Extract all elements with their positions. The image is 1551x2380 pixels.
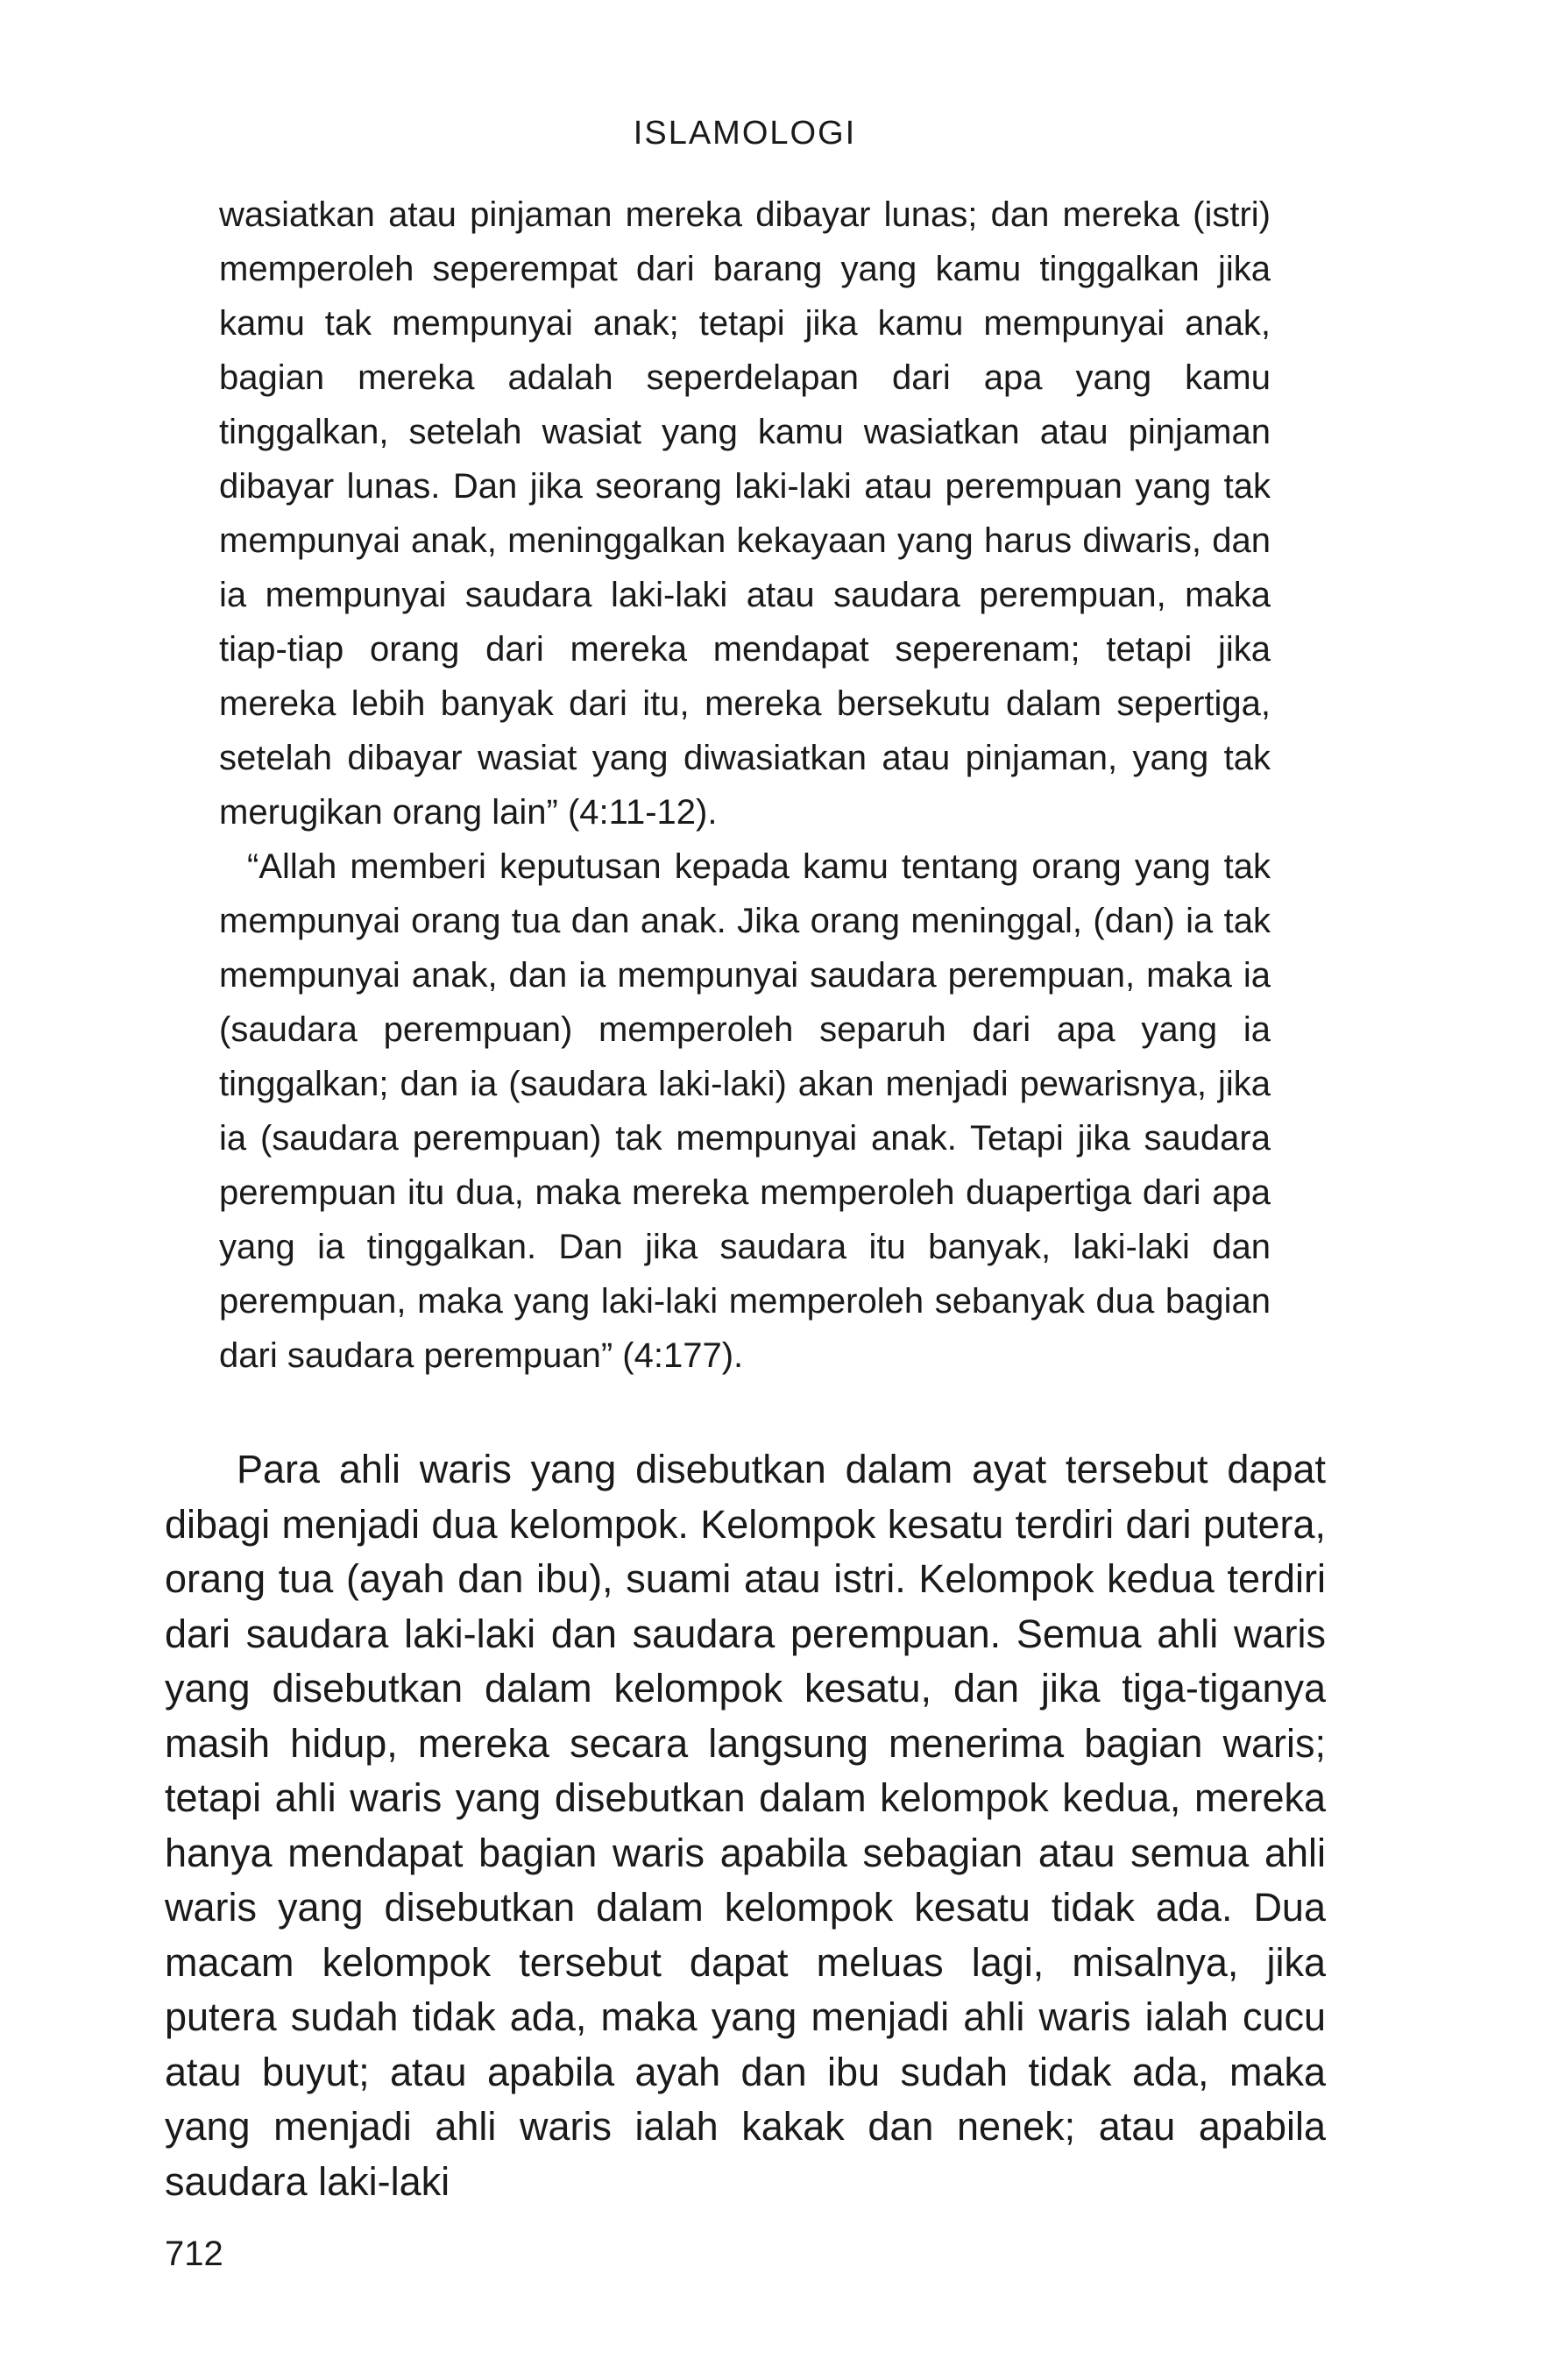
page-number: 712	[165, 2235, 223, 2273]
running-header: ISLAMOLOGI	[633, 115, 857, 152]
body-paragraph: Para ahli waris yang disebutkan dalam ayat tersebut dapat dibagi menjadi dua kelompok. Kelompok kesatu terdiri dari putera, orang tua (ayah dan ibu), suami atau istri. Kelompok kedua terdiri dari saudara laki-laki dan saudara perempuan. Semua ahli waris yang disebutkan dalam kelompok kesatu, dan jika tiga-tiganya masih hidup, mereka secara langsung menerima bagian waris; tetapi ahli waris yang disebutkan dalam kelompok kedua, mereka hanya mendapat bagian waris apabila sebagian atau semua ahli waris yang disebutkan dalam kelompok kesatu tidak ada. Dua macam kelompok tersebut dapat meluas lagi, misalnya, jika putera sudah tidak ada, maka yang menjadi ahli waris ialah cucu atau buyut; atau apabila ayah dan ibu sudah tidak ada, maka yang menjadi ahli waris ialah kakak dan nenek; atau apabila saudara laki-laki	[165, 1447, 1326, 2204]
quote-paragraph: wasiatkan atau pinjaman mereka dibayar lunas; dan mereka (istri) memperoleh seperempat dari barang yang kamu tinggalkan jika kamu tak mempunyai anak; tetapi jika kamu mempunyai anak, bagian mereka adalah seperdelapan dari apa yang kamu tinggalkan, setelah wasiat yang kamu wasiatkan atau pinjaman dibayar lunas. Dan jika seorang laki-laki atau perempuan yang tak mempunyai anak, meninggalkan kekayaan yang harus diwaris, dan ia mempunyai saudara laki-laki atau saudara perempuan, maka tiap-tiap orang dari mereka mendapat seperenam; tetapi jika mereka lebih banyak dari itu, mereka bersekutu dalam sepertiga, setelah dibayar wasiat yang diwasiatkan atau pinjaman, yang tak merugikan orang lain” (4:11-12).	[219, 195, 1271, 832]
quran-quote-block	[219, 188, 1271, 1383]
quote-paragraph: “Allah memberi keputusan kepada kamu tentang orang yang tak mempunyai orang tua dan anak. Jika orang meninggal, (dan) ia tak mempunyai anak, dan ia mempunyai saudara perempuan, maka ia (saudara perempuan) memperoleh separuh dari apa yang ia tinggalkan; dan ia (saudara laki-laki) akan menjadi pewarisnya, jika ia (saudara perempuan) tak mempunyai anak. Tetapi jika saudara perempuan itu dua, maka mereka memperoleh duapertiga dari apa yang ia tinggalkan. Dan jika saudara itu banyak, laki-laki dan perempuan, maka yang laki-laki memperoleh sebanyak dua bagian dari saudara perempuan” (4:177).	[219, 847, 1271, 1375]
body-text	[165, 1442, 1326, 2209]
